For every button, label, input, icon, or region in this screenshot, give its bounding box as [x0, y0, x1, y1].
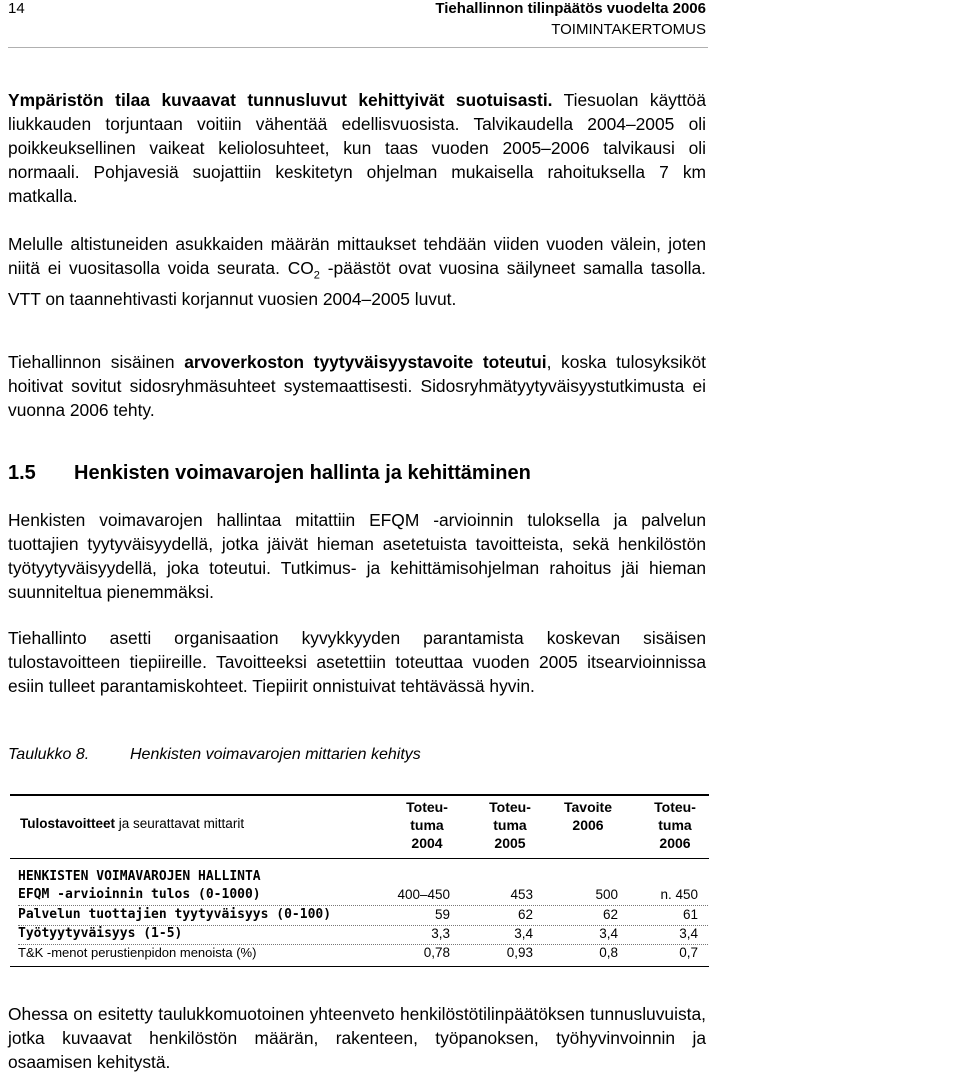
section-heading	[8, 462, 531, 485]
cell-2005: 0,93	[506, 945, 533, 960]
table-group-title: HENKISTEN VOIMAVAROJEN HALLINTA	[18, 869, 261, 884]
col-line: tuma	[658, 817, 692, 833]
col-line: Toteu-	[654, 799, 696, 815]
col-line: tuma	[410, 817, 444, 833]
paragraph-text: , koska tulosyksiköt hoitivat sovitut sidosryhmäsuhteet systemaattisesti. Sidosryhmätyytyväisyystutkimusta ei vuonna 2006 tehty.	[8, 352, 706, 420]
row-label: EFQM -arvioinnin tulos (0-1000)	[18, 887, 261, 902]
caption-text: Henkisten voimavarojen mittarien kehitys	[130, 746, 421, 763]
table-header-rule	[10, 858, 709, 859]
paragraph-text: Tiehallinnon sisäinen	[8, 352, 185, 372]
table-top-rule	[10, 794, 709, 796]
header-text: ja seurattavat mittarit	[115, 816, 245, 831]
paragraph-capability: Tiehallinto asetti organisaation kyvykkyyden parantamista koskevan sisäisen tulostavoitteen tiepiireille. Tavoitteeksi asetettiin toteuttaa vuoden 2005 itsearvioinnissa esiin tulleet parantamiskohteet. Tiepiirit onnistuivat tehtävässä hyvin.	[8, 628, 706, 696]
paragraph-text: Tiesuolan käyttöä liukkauden torjuntaan voitiin vähentää edellisvuosista. Talvikaudella 2004–2005 oli poikkeuksellinen vaikeat keliolosuhteet, kun taas vuoden 2005–2006 talvikausi oli normaali. Pohjavesiä suojattiin keskitetyn ohjelman mukaisella rahoituksella 7 km matkalla.	[8, 90, 706, 206]
column-header-2004	[392, 798, 462, 852]
row-label: Työtyytyväisyys (1-5)	[18, 926, 183, 941]
col-line: Toteu-	[489, 799, 531, 815]
cell-target-2006: 0,8	[599, 945, 618, 960]
page-number: 14	[8, 0, 25, 17]
cell-actual-2006: 61	[682, 907, 698, 922]
paragraph-text: -päästöt ovat vuosina säilyneet samalla tasolla. VTT on taannehtivasti korjannut vuosien 2004–2005 luvut.	[8, 258, 706, 310]
row-label: T&K -menot perustienpidon menoista (%)	[18, 945, 257, 960]
col-line: 2005	[494, 835, 526, 851]
caption-label: Taulukko 8.	[8, 746, 90, 763]
table-row	[18, 945, 708, 963]
cell-actual-2006: 3,4	[679, 926, 698, 941]
table-bottom-rule	[10, 966, 709, 967]
cell-2005: 62	[517, 907, 533, 922]
cell-target-2006: 500	[595, 887, 618, 902]
table-row	[18, 887, 708, 905]
cell-2005: 3,4	[514, 926, 533, 941]
cell-actual-2006: n. 450	[660, 887, 698, 902]
row-label: Palvelun tuottajien tyytyväisyys (0-100)	[18, 907, 332, 922]
paragraph-bold: arvoverkoston tyytyväisyystavoite toteutui	[184, 352, 547, 372]
col-line: 2004	[411, 835, 443, 851]
table-row	[18, 907, 708, 925]
table-row	[18, 926, 708, 944]
table-caption	[8, 746, 421, 764]
paragraph-environment	[8, 88, 706, 208]
paragraph-lead: Ympäristön tilaa kuvaavat tunnusluvut kehittyivät suotuisasti.	[8, 90, 553, 110]
cell-2004: 400–450	[397, 887, 450, 902]
cell-2004: 0,78	[423, 945, 450, 960]
report-title: Tiehallinnon tilinpäätös vuodelta 2006	[435, 0, 706, 17]
column-header-target-2006	[553, 798, 623, 834]
cell-2004: 3,3	[431, 926, 450, 941]
section-title: Henkisten voimavarojen hallinta ja kehittäminen	[74, 462, 531, 484]
col-line: Toteu-	[406, 799, 448, 815]
column-header-actual-2006	[640, 798, 710, 852]
section-number: 1.5	[8, 462, 36, 484]
paragraph-summary: Ohessa on esitetty taulukkomuotoinen yhteenveto henkilöstötilinpäätöksen tunnusluvuista, jotka kuvaavat henkilöstön määrän, rakenteen, työpanoksen, työhyvinvoinnin ja osaamisen kehitystä.	[8, 1004, 706, 1072]
paragraph-stakeholders	[8, 350, 706, 422]
cell-actual-2006: 0,7	[679, 945, 698, 960]
col-line: 2006	[572, 817, 604, 833]
cell-target-2006: 62	[602, 907, 618, 922]
paragraph-noise	[8, 232, 706, 311]
paragraph-hr: Henkisten voimavarojen hallintaa mitattiin EFQM -arvioinnin tuloksella ja palvelun tuottajien tyytyväisyydellä, jotka jäivät hieman asetetuista tavoitteista, sekä henkilöstön työtyytyväisyydellä, joka toteutui. Tutkimus- ja kehittämisohjelman rahoitus jäi hieman suunniteltua pienemmäksi.	[8, 510, 706, 602]
header-divider	[8, 47, 708, 48]
column-header-2005	[475, 798, 545, 852]
col-line: Tavoite	[564, 799, 612, 815]
cell-2004: 59	[434, 907, 450, 922]
row-divider	[18, 905, 708, 906]
report-subtitle: TOIMINTAKERTOMUS	[551, 21, 706, 38]
paragraph-text: Melulle altistuneiden asukkaiden määrän mittaukset tehdään viiden vuoden välein, joten niitä ei vuositasolla voida seurata. CO	[8, 234, 706, 278]
col-line: 2006	[659, 835, 691, 851]
cell-2005: 453	[510, 887, 533, 902]
table-first-col-header	[20, 816, 244, 831]
cell-target-2006: 3,4	[599, 926, 618, 941]
col-line: tuma	[493, 817, 527, 833]
subscript: 2	[313, 269, 320, 282]
header-bold: Tulostavoitteet	[20, 816, 116, 831]
